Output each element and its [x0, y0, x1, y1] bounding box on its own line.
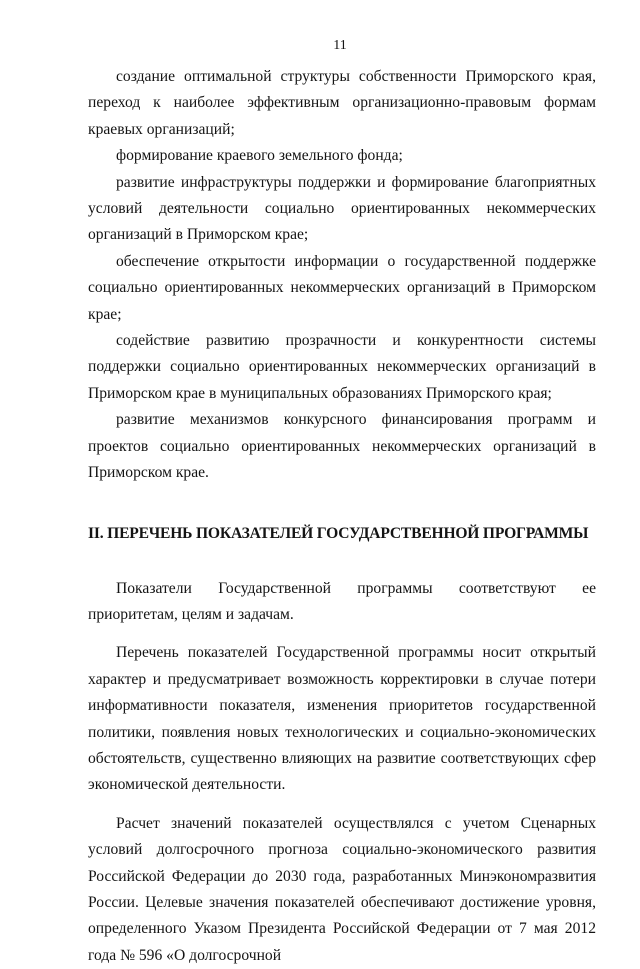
intro-item-3: развитие инфраструктуры поддержки и формирование благоприятных условий деятельности социально ориентированных некоммерческих организаций в Приморском крае;: [88, 173, 596, 244]
page-number: 11: [333, 38, 347, 53]
intro-item-1: создание оптимальной структуры собственности Приморского края, переход к наиболее эффективным организационно-правовым формам краевых организаций;: [88, 68, 596, 138]
intro-item-4: обеспечение открытости информации о государственной поддержке социально ориентированных некоммерческих организаций в Приморском крае;: [88, 252, 596, 323]
intro-item-5: содействие развитию прозрачности и конкурентности системы поддержки социально ориентированных некоммерческих организаций в Приморском крае в муниципальных образованиях Приморского края;: [88, 332, 596, 402]
section-paragraph-1: Показатели Государственной программы соответствуют ее приоритетам, целям и задачам.: [88, 579, 596, 623]
section-paragraph-2: Перечень показателей Государственной программы носит открытый характер и предусматривает возможность корректировки в случае потери информативности показателя, изменения приоритетов государственной политики, появления новых технологических и социально-экономических обстоятельств, существенно влияющих на развитие соответствующих сфер экономической деятельности.: [88, 644, 596, 794]
section-paragraph-3: Расчет значений показателей осуществлялся с учетом Сценарных условий долгосрочного прогноза социально-экономического развития Российской Федерации до 2030 года, разработанных Минэкономразвития России. Целевые значения показателей обеспечивают достижение уровня, определенного Указом Президента Российской Федерации от 7 мая 2012 года № 596 «О долгосрочной: [88, 814, 596, 964]
section-heading: II. ПЕРЕЧЕНЬ ПОКАЗАТЕЛЕЙ ГОСУДАРСТВЕННОЙ ПРОГРАММЫ: [88, 524, 589, 542]
intro-item-6: развитие механизмов конкурсного финансирования программ и проектов социально ориентированных некоммерческих организаций в Приморском крае.: [88, 411, 596, 482]
intro-item-2: формирование краевого земельного фонда;: [116, 147, 403, 165]
document-body: [88, 64, 596, 969]
